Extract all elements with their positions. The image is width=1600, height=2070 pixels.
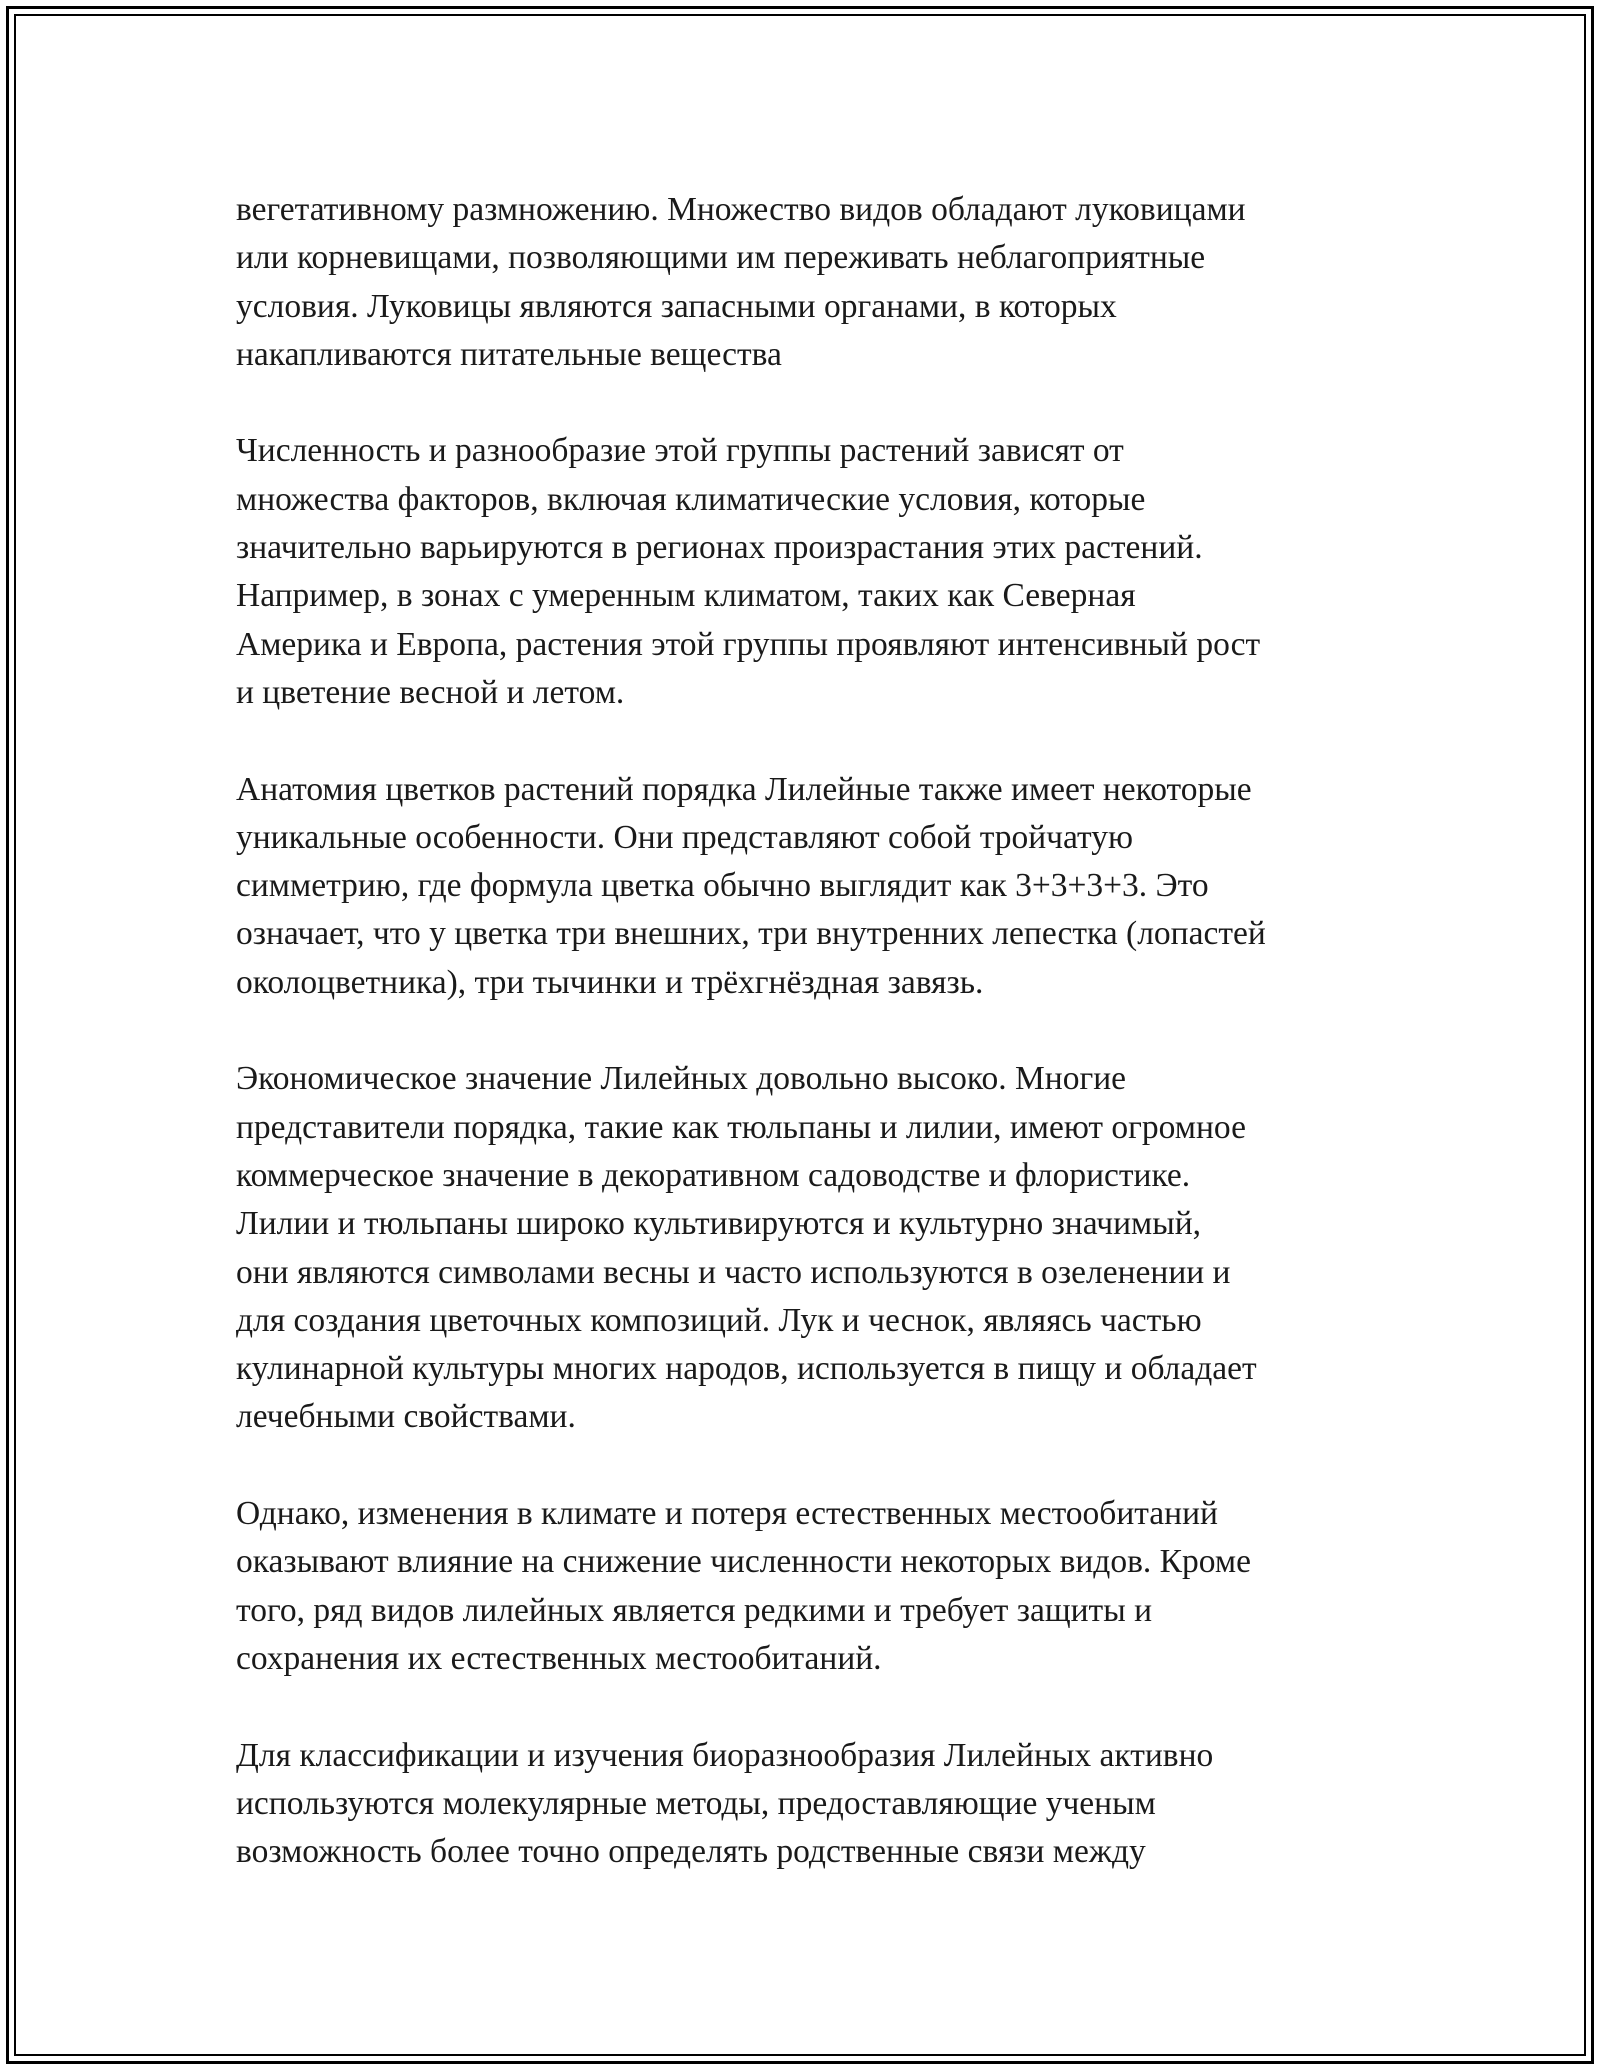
paragraph-3 <box>236 766 1396 1007</box>
text-line: Для классификации и изучения биоразнообразия Лилейных активно <box>236 1736 1214 1774</box>
text-line: Например, в зонах с умеренным климатом, таких как Северная <box>236 577 1136 615</box>
text-line: сохранения их естественных местообитаний. <box>236 1639 882 1677</box>
paragraph-1 <box>236 186 1396 379</box>
text-line: значительно варьируются в регионах произрастания этих растений. <box>236 529 1203 567</box>
text-line: означает, что у цветка три внешних, три внутренних лепестка (лопастей <box>236 915 1266 953</box>
text-line: и цветение весной и летом. <box>236 673 625 711</box>
text-line: используются молекулярные методы, предоставляющие ученым <box>236 1784 1156 1822</box>
text-line: возможность более точно определять родственные связи между <box>236 1833 1146 1871</box>
paragraph-5 <box>236 1490 1396 1683</box>
text-line: Экономическое значение Лилейных довольно высоко. Многие <box>236 1060 1126 1098</box>
text-line: условия. Луковицы являются запасными органами, в которых <box>236 287 1117 325</box>
text-line: лечебными свойствами. <box>236 1398 576 1436</box>
paragraph-4 <box>236 1055 1396 1441</box>
document-body <box>236 186 1396 1925</box>
paragraph-2 <box>236 427 1396 717</box>
text-line: или корневищами, позволяющими им переживать неблагоприятные <box>236 239 1206 277</box>
text-line: накапливаются питательные вещества <box>236 335 782 373</box>
text-line: Анатомия цветков растений порядка Лилейные также имеет некоторые <box>236 770 1252 808</box>
text-line: множества факторов, включая климатические условия, которые <box>236 480 1146 518</box>
text-line: коммерческое значение в декоративном садоводстве и флористике. <box>236 1156 1191 1194</box>
text-line: уникальные особенности. Они представляют собой тройчатую <box>236 818 1133 856</box>
text-line: Однако, изменения в климате и потеря естественных местообитаний <box>236 1495 1218 1533</box>
text-line: для создания цветочных композиций. Лук и чеснок, являясь частью <box>236 1301 1202 1339</box>
text-line: оказывают влияние на снижение численности некоторых видов. Кроме <box>236 1543 1251 1581</box>
text-line: симметрию, где формула цветка обычно выглядит как 3+3+3+3. Это <box>236 867 1209 905</box>
text-line: Лилии и тюльпаны широко культивируются и культурно значимый, <box>236 1205 1202 1243</box>
text-line: кулинарной культуры многих народов, используется в пищу и обладает <box>236 1350 1257 1388</box>
text-line: представители порядка, такие как тюльпаны и лилии, имеют огромное <box>236 1108 1246 1146</box>
paragraph-6 <box>236 1732 1396 1877</box>
text-line: околоцветника), три тычинки и трёхгнёздная завязь. <box>236 963 984 1001</box>
text-line: они являются символами весны и часто используются в озеленении и <box>236 1253 1231 1291</box>
text-line: Численность и разнообразие этой группы растений зависят от <box>236 432 1124 470</box>
text-line: вегетативному размножению. Множество видов обладают луковицами <box>236 191 1246 228</box>
text-line: Америка и Европа, растения этой группы проявляют интенсивный рост <box>236 625 1261 663</box>
text-line: того, ряд видов лилейных является редкими и требует защиты и <box>236 1591 1152 1629</box>
